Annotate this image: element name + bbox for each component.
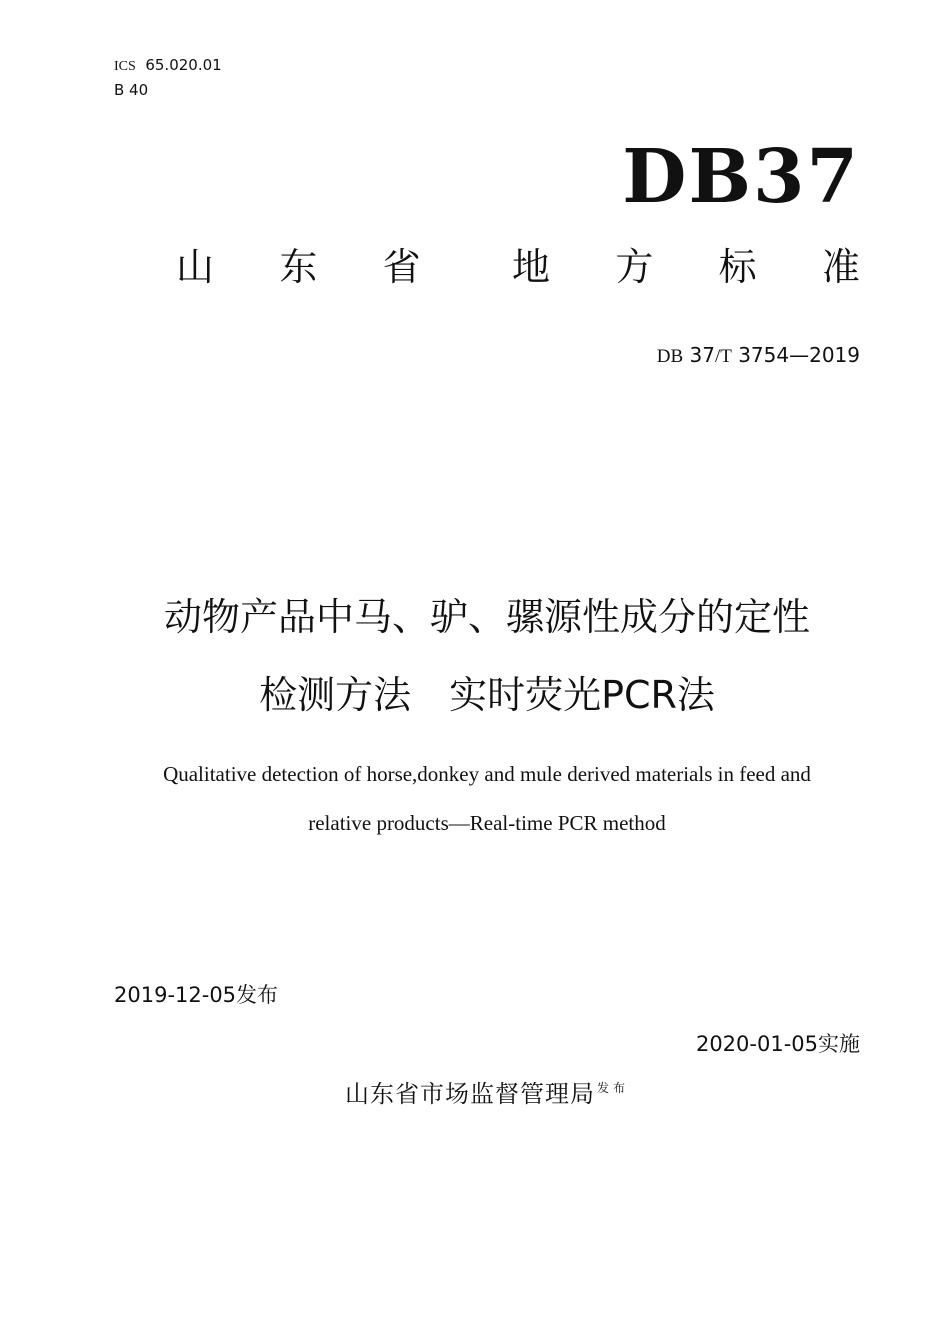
- standard-type-char: 省: [382, 245, 421, 289]
- standard-type-char: 地: [511, 245, 550, 289]
- issuer-suffix: 发布: [596, 1081, 629, 1095]
- standard-number-code-text: /T: [714, 346, 732, 367]
- standard-number-value: 3754—2019: [738, 343, 860, 367]
- standard-logo: DB37: [622, 134, 860, 220]
- implementation-date-value: 2020-01-05: [695, 1032, 818, 1056]
- implementation-date: [696, 1030, 860, 1058]
- issue-date-value: 2019-12-05: [114, 983, 237, 1007]
- standard-type-char: 山: [176, 245, 215, 289]
- document-title-english: [60, 750, 914, 848]
- standard-type-char: 准: [821, 245, 860, 289]
- ics-code-line: [114, 55, 222, 77]
- ics-label: ICS: [114, 59, 136, 74]
- standard-number-prefix: DB: [656, 346, 684, 367]
- issuer-name: 山东省市场监督管理局: [344, 1080, 595, 1108]
- standard-number-code: 37: [689, 343, 715, 367]
- issue-date-label: 发布: [236, 983, 279, 1007]
- standard-type-char: 方: [615, 245, 654, 289]
- title-english-line-1: Qualitative detection of horse,donkey and mule derived materials in feed and: [163, 762, 811, 786]
- title-chinese-line-2: 检测方法 实时荧光PCR法: [259, 673, 715, 717]
- title-english-line-2: relative products—Real-time PCR method: [308, 811, 666, 835]
- implementation-date-label: 实施: [818, 1032, 860, 1056]
- title-chinese-line-1: 动物产品中马、驴、骡源性成分的定性: [163, 595, 810, 639]
- standard-number: [657, 341, 860, 371]
- issue-date: [114, 981, 278, 1009]
- standard-type-heading: [176, 242, 860, 292]
- classification-code: B 40: [114, 81, 149, 99]
- document-title-chinese: [60, 578, 914, 734]
- standard-type-char: 东: [279, 245, 318, 289]
- ics-code: 65.020.01: [145, 56, 222, 74]
- issuing-authority: [0, 1077, 950, 1115]
- standard-type-char: 标: [718, 245, 757, 289]
